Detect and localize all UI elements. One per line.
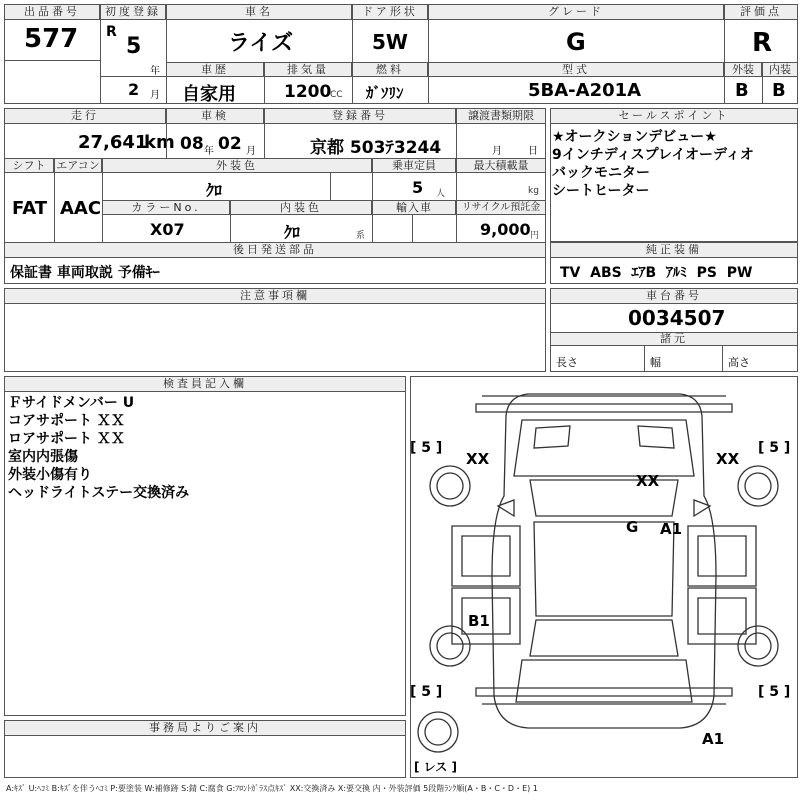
color-no-label: カラーNo. bbox=[102, 200, 230, 215]
displacement: 1200 bbox=[284, 82, 332, 102]
office-label: 事務局よりご案内 bbox=[4, 720, 406, 736]
grade: G bbox=[566, 28, 586, 56]
import-label: 輸入車 bbox=[372, 200, 456, 215]
damage-mark-xx-right: XX bbox=[716, 450, 740, 468]
mileage-unit: km bbox=[144, 132, 175, 153]
damage-mark-xx-center: XX bbox=[636, 472, 660, 490]
inspector-label: 検査員記入欄 bbox=[4, 376, 406, 392]
tire-score-front-left: [ 5 ] bbox=[410, 440, 443, 456]
recycle-unit: 円 bbox=[530, 231, 540, 241]
equipment-items: TV ABS ｴｱB ｱﾙﾐ PS PW bbox=[560, 265, 753, 281]
load-label: 最大積載量 bbox=[456, 158, 546, 173]
spec-length: 長さ bbox=[556, 356, 578, 369]
shift-label: シフト bbox=[4, 158, 54, 173]
recycle-label: リサイクル預託金 bbox=[456, 200, 546, 215]
legend: A:ｷｽﾞ U:ﾍｺﾐ B:ｷｽﾞを伴うﾍｺﾐ P:要塗装 W:補修跡 S:錆 C:腐食 G:ﾌﾛﾝﾄｶﾞﾗｽ点ｷｽﾞ XX:交換済み X:要交換 内・外装評価 5段階ﾗﾝｸ順(A・B・C・D・E) 1 bbox=[6, 784, 538, 793]
displacement-label: 排気量 bbox=[264, 62, 352, 77]
score: R bbox=[752, 28, 773, 58]
ac: AAC bbox=[60, 198, 102, 219]
notes-label: 注意事項欄 bbox=[4, 288, 546, 304]
int-color-unit: 系 bbox=[356, 231, 366, 241]
front-bumper bbox=[476, 404, 732, 412]
month-unit: 月 bbox=[150, 90, 160, 101]
later-parts: 保証書 車両取説 予備ｷｰ bbox=[10, 265, 160, 281]
shift: FAT bbox=[12, 198, 48, 219]
chassis-number: 0034507 bbox=[628, 306, 726, 330]
inspector-item: 室内内張傷 bbox=[8, 449, 78, 465]
tire-front-right bbox=[738, 466, 778, 506]
inspection-label: 車検 bbox=[166, 108, 264, 124]
int-color-label: 内装色 bbox=[230, 200, 372, 215]
transfer-day: 日 bbox=[528, 146, 538, 157]
interior-label: 内装 bbox=[762, 62, 798, 77]
recycle: 9,000 bbox=[480, 220, 531, 239]
inspection-year-unit: 年 bbox=[204, 146, 214, 157]
tire-rear-right bbox=[738, 626, 778, 666]
lot-label: 出品番号 bbox=[4, 4, 100, 20]
mileage-label: 走行 bbox=[4, 108, 166, 124]
int-color: ｸﾛ bbox=[284, 223, 301, 242]
car-diagram bbox=[410, 376, 798, 778]
reg-label: 登録番号 bbox=[264, 108, 456, 124]
history: 自家用 bbox=[182, 84, 236, 105]
tire-score-rear-right: [ 5 ] bbox=[758, 684, 791, 700]
exterior-label: 外装 bbox=[724, 62, 762, 77]
transfer-month: 月 bbox=[492, 146, 502, 157]
inspector-item: 外装小傷有り bbox=[8, 467, 92, 483]
damage-mark-a1-bottom: A1 bbox=[702, 730, 725, 748]
specs-label: 諸元 bbox=[550, 332, 798, 346]
interior-score: B bbox=[772, 80, 786, 101]
door-label: ドア形状 bbox=[352, 4, 428, 20]
mileage: 27,641 bbox=[78, 132, 148, 153]
tire-score-rear-left: [ 5 ] bbox=[410, 684, 443, 700]
sales-item: 9インチディスプレイオーディオ bbox=[552, 147, 754, 163]
spare-tire-label: [ レス ] bbox=[414, 760, 457, 774]
spec-height: 高さ bbox=[728, 356, 750, 369]
model: 5BA-A201A bbox=[528, 80, 642, 101]
inspection-year: 08 bbox=[180, 134, 204, 154]
reg-number: 京都 503ﾃ3244 bbox=[310, 138, 442, 158]
exterior-color: ｸﾛ bbox=[206, 181, 223, 200]
spec-width: 幅 bbox=[650, 356, 661, 369]
damage-mark-a1-right: A1 bbox=[660, 520, 683, 538]
rear-window bbox=[530, 620, 678, 656]
exterior-score: B bbox=[735, 80, 749, 101]
fuel-label: 燃料 bbox=[352, 62, 428, 77]
first-reg-month: 2 bbox=[128, 80, 140, 99]
fuel: ｶﾞｿﾘﾝ bbox=[366, 84, 404, 102]
sales-item: バックモニター bbox=[552, 165, 650, 181]
transfer-label: 譲渡書類期限 bbox=[456, 108, 546, 124]
color-no: X07 bbox=[150, 220, 185, 239]
capacity: 5 bbox=[412, 178, 424, 197]
first-reg-label: 初度登録 bbox=[100, 4, 166, 20]
door-shape: 5W bbox=[372, 30, 408, 54]
car-outline bbox=[492, 394, 716, 728]
inspector-item: Ｆサイドメンバー U bbox=[8, 395, 135, 411]
damage-mark-g: G bbox=[626, 518, 639, 536]
later-parts-label: 後日発送部品 bbox=[4, 242, 546, 258]
sales-label: セールスポイント bbox=[550, 108, 798, 124]
color-label: 外装色 bbox=[102, 158, 372, 173]
inspector-list bbox=[8, 394, 189, 502]
lot-number: 577 bbox=[24, 24, 79, 54]
model-label: 型式 bbox=[428, 62, 724, 77]
displacement-unit: CC bbox=[330, 90, 343, 100]
capacity-label: 乗車定員 bbox=[372, 158, 456, 173]
ac-label: エアコン bbox=[54, 158, 102, 173]
grade-label: グレード bbox=[428, 4, 724, 20]
tire-score-front-right: [ 5 ] bbox=[758, 440, 791, 456]
roof bbox=[534, 522, 674, 616]
tire-front-left bbox=[430, 466, 470, 506]
spare-tire bbox=[418, 712, 458, 752]
damage-mark-b1: B1 bbox=[468, 612, 490, 630]
capacity-unit: 人 bbox=[436, 189, 446, 199]
inspection-month-unit: 月 bbox=[246, 146, 256, 157]
first-reg-year: 5 bbox=[126, 34, 142, 59]
load-unit: kg bbox=[528, 186, 539, 196]
inspection-month: 02 bbox=[218, 134, 242, 154]
sales-list bbox=[552, 128, 754, 200]
sales-item: シートヒーター bbox=[552, 183, 650, 199]
equipment-label: 純正装備 bbox=[550, 242, 798, 258]
chassis-label: 車台番号 bbox=[550, 288, 798, 304]
inspector-item: コアサポート ＸＸ bbox=[8, 413, 125, 429]
history-label: 車歴 bbox=[166, 62, 264, 77]
inspector-item: ロアサポート ＸＸ bbox=[8, 431, 125, 447]
car-name-label: 車名 bbox=[166, 4, 352, 20]
sales-item: ★オークションデビュー★ bbox=[552, 129, 717, 145]
car-name: ライズ bbox=[228, 31, 294, 56]
tire-rear-left bbox=[430, 626, 470, 666]
year-unit: 年 bbox=[150, 66, 160, 77]
inspector-item: ヘッドライトステー交換済み bbox=[8, 485, 190, 501]
rear-bumper bbox=[476, 688, 732, 696]
era: R bbox=[106, 24, 117, 40]
score-label: 評価点 bbox=[724, 4, 798, 20]
damage-mark-xx-left: XX bbox=[466, 450, 490, 468]
